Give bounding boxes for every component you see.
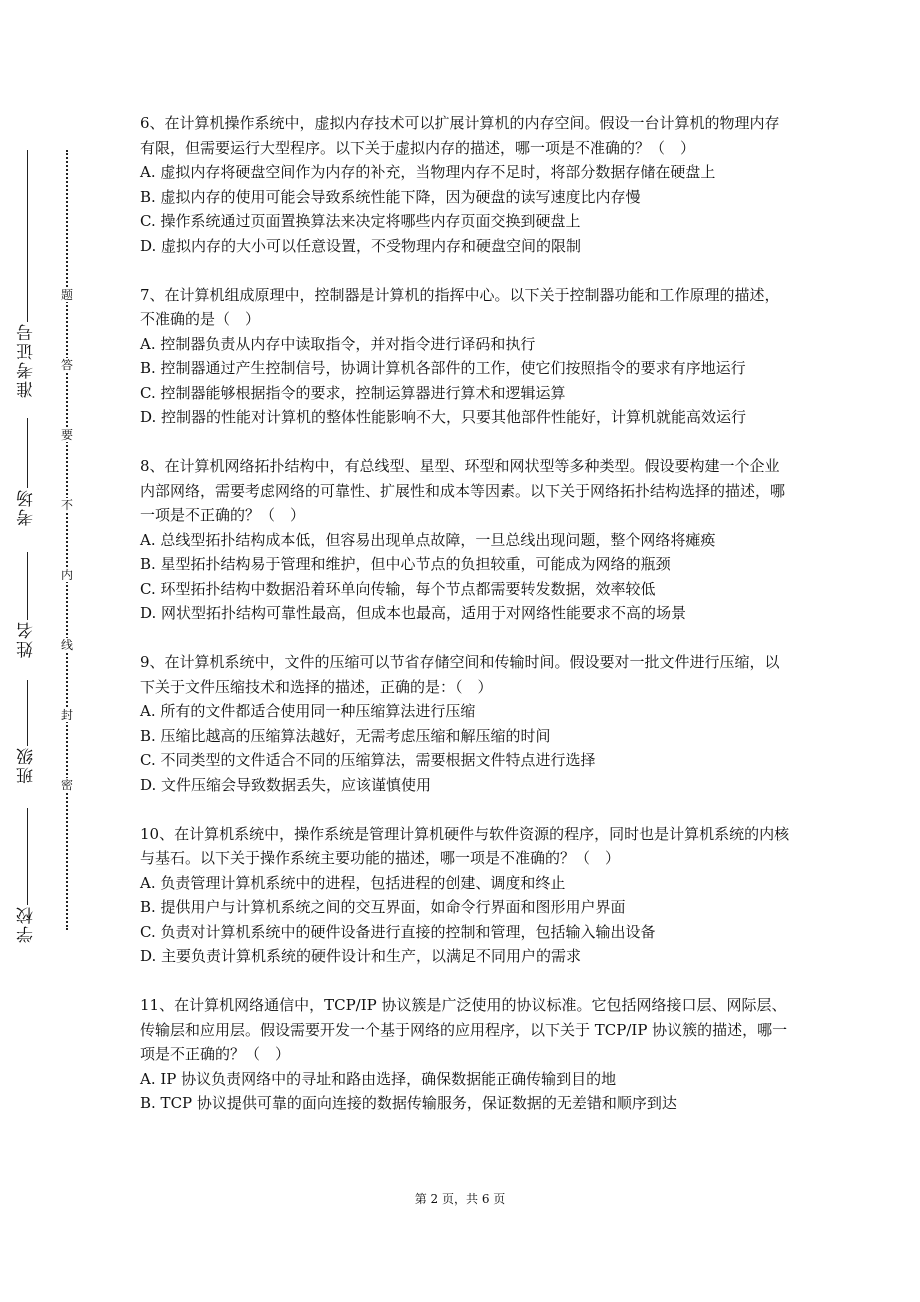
option-d: D. 虚拟内存的大小可以任意设置，不受物理内存和硬盘空间的限制 (140, 236, 582, 255)
option-b: B. 控制器通过产生控制信号，协调计算机各部件的工作，使它们按照指令的要求有序地运行 (140, 359, 746, 377)
seal-char: 线 (58, 638, 76, 652)
option-a: A. IP 协议负责网络中的寻址和路由选择，确保数据能正确传输到目的地 (140, 1069, 617, 1088)
option-c: C. 操作系统通过页面置换算法来决定将哪些内存页面交换到硬盘上 (140, 212, 581, 230)
class-label: 班级 (17, 746, 37, 784)
seal-char: 题 (58, 288, 76, 302)
option-b: B. 虚拟内存的使用可能会导致系统性能下降，因为硬盘的读写速度比内存慢 (140, 187, 641, 206)
seal-char: 封 (58, 708, 76, 722)
seal-char: 答 (58, 358, 76, 372)
question-stem: 11、在计算机网络通信中，TCP/IP 协议簇是广泛使用的协议标准。它包括网络接口层、网际层、传输层和应用层。假设需要开发一个基于网络的应用程序，以下关于 TCP/IP 协议簇的描述，哪一项是不正确的？（ ） (140, 996, 788, 1063)
school-label: 学校 (17, 905, 37, 943)
option-c: C. 环型拓扑结构中数据沿着环单向传输，每个节点都需要转发数据，效率较低 (140, 579, 656, 598)
option-b: B. 提供用户与计算机系统之间的交互界面，如命令行界面和图形用户界面 (140, 898, 626, 916)
question-stem: 6、在计算机操作系统中，虚拟内存技术可以扩展计算机的内存空间。假设一台计算机的物理内存有限，但需要运行大型程序。以下关于虚拟内存的描述，哪一项是不准确的？（ ） (140, 114, 780, 157)
question-stem: 8、在计算机网络拓扑结构中，有总线型、星型、环型和网状型等多种类型。假设要构建一个企业内部网络，需要考虑网络的可靠性、扩展性和成本等因素。以下关于网络拓扑结构选择的描述，哪一项是不正确的？（ ） (140, 457, 786, 524)
seal-char: 不 (58, 498, 76, 512)
question-stem: 9、在计算机系统中，文件的压缩可以节省存储空间和传输时间。假设要对一批文件进行压缩，以下关于文件压缩技术和选择的描述，正确的是：（ ） (140, 653, 780, 696)
question-10 (140, 822, 792, 969)
option-a: A. 负责管理计算机系统中的进程，包括进程的创建、调度和终止 (140, 873, 566, 892)
exam-number-field (14, 150, 40, 398)
exam-room-underline (27, 418, 28, 488)
question-11 (140, 993, 792, 1116)
exam-room-field (14, 418, 40, 526)
question-7 (140, 283, 792, 430)
seal-char: 要 (58, 428, 76, 442)
class-field (14, 680, 40, 784)
name-field (14, 552, 40, 658)
name-label: 姓名 (17, 620, 37, 658)
question-stem: 10、在计算机系统中，操作系统是管理计算机硬件与软件资源的程序，同时也是计算机系统的内核与基石。以下关于操作系统主要功能的描述，哪一项是不准确的？（ ） (140, 824, 790, 867)
exam-room-label: 考场 (17, 488, 37, 526)
seal-char: 内 (58, 568, 76, 582)
school-underline (27, 808, 28, 905)
option-a: A. 虚拟内存将硬盘空间作为内存的补充，当物理内存不足时，将部分数据存储在硬盘上 (140, 163, 716, 181)
option-c: C. 负责对计算机系统中的硬件设备进行直接的控制和管理，包括输入输出设备 (140, 922, 656, 941)
option-c: C. 不同类型的文件适合不同的压缩算法，需要根据文件特点进行选择 (140, 751, 596, 769)
exam-number-underline (27, 150, 28, 322)
question-8 (140, 454, 792, 626)
question-list (140, 111, 792, 1140)
option-d: D. 文件压缩会导致数据丢失，应该谨慎使用 (140, 775, 432, 794)
seal-char: 密 (58, 778, 76, 792)
option-b: B. 星型拓扑结构易于管理和维护，但中心节点的负担较重，可能成为网络的瓶颈 (140, 555, 671, 573)
option-a: A. 控制器负责从内存中读取指令，并对指令进行译码和执行 (140, 334, 536, 353)
option-a: A. 所有的文件都适合使用同一种压缩算法进行压缩 (140, 702, 476, 720)
name-underline (27, 552, 28, 620)
option-c: C. 控制器能够根据指令的要求，控制运算器进行算术和逻辑运算 (140, 383, 566, 402)
seal-dotted-line (66, 150, 68, 930)
question-6 (140, 111, 792, 258)
exam-number-label: 准考证号 (17, 322, 37, 398)
option-d: D. 主要负责计算机系统的硬件设计和生产，以满足不同用户的需求 (140, 947, 582, 965)
option-d: D. 控制器的性能对计算机的整体性能影响不大，只要其他部件性能好，计算机就能高效运行 (140, 408, 747, 426)
class-underline (27, 680, 28, 746)
school-field (14, 808, 40, 943)
option-a: A. 总线型拓扑结构成本低，但容易出现单点故障，一旦总线出现问题，整个网络将瘫痪 (140, 530, 716, 549)
option-b: B. TCP 协议提供可靠的面向连接的数据传输服务，保证数据的无差错和顺序到达 (140, 1094, 677, 1112)
option-d: D. 网状型拓扑结构可靠性最高，但成本也最高，适用于对网络性能要求不高的场景 (140, 604, 687, 622)
page-number: 第 2 页，共 6 页 (414, 1192, 506, 1206)
question-stem: 7、在计算机组成原理中，控制器是计算机的指挥中心。以下关于控制器功能和工作原理的描述，不准确的是（ ） (140, 285, 780, 328)
question-9 (140, 650, 792, 797)
option-b: B. 压缩比越高的压缩算法越好，无需考虑压缩和解压缩的时间 (140, 726, 551, 745)
